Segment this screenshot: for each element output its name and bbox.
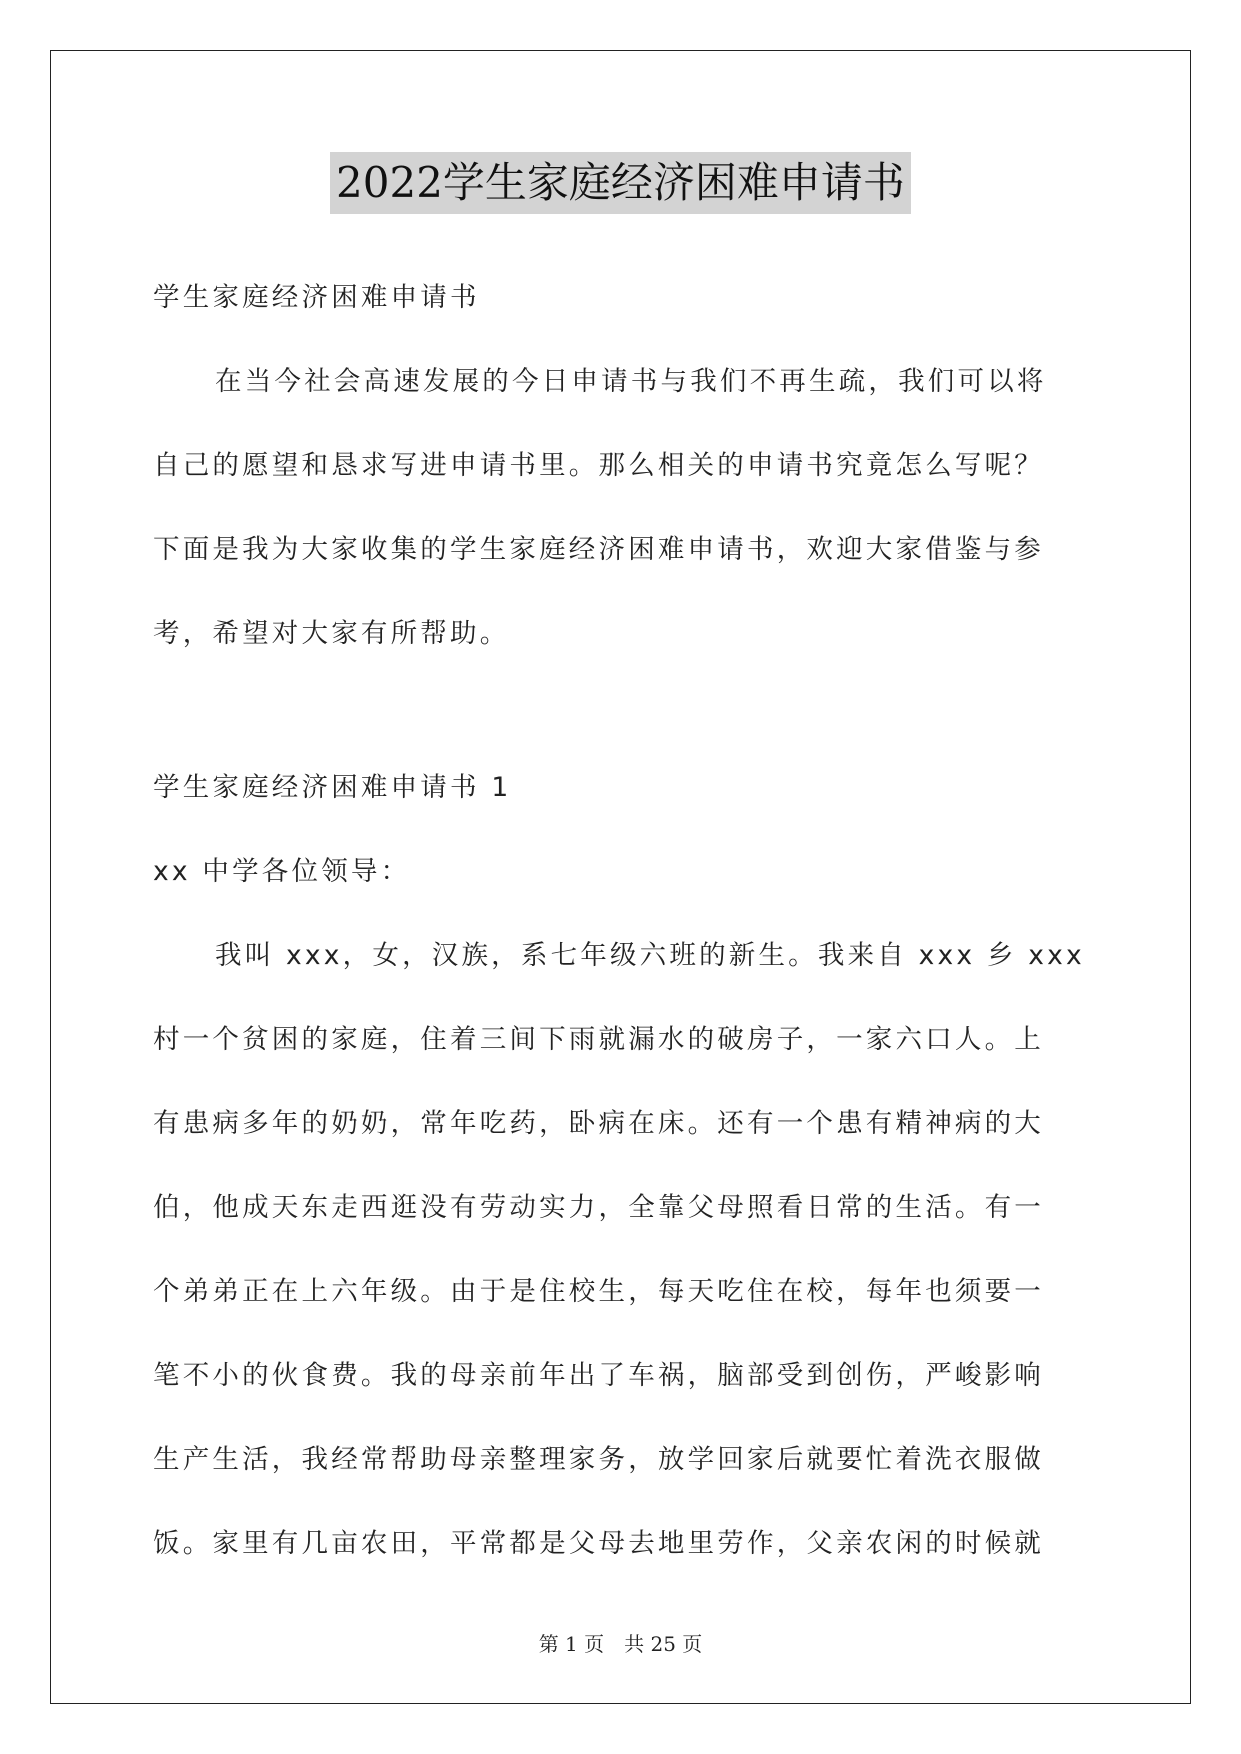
title-area (0, 152, 1241, 214)
document-title: 2022学生家庭经济困难申请书 (330, 152, 911, 214)
body-line: 生产生活，我经常帮助母亲整理家务，放学回家后就要忙着洗衣服做 (153, 1444, 1044, 1475)
section-heading: 学生家庭经济困难申请书 1 (153, 772, 512, 803)
paragraph-gap (153, 676, 1093, 746)
intro-line: 下面是我为大家收集的学生家庭经济困难申请书，欢迎大家借鉴与参 (153, 534, 1044, 565)
intro-heading: 学生家庭经济困难申请书 (153, 282, 480, 313)
intro-line: 在当今社会高速发展的今日申请书与我们不再生疏，我们可以将 (215, 366, 1047, 397)
document-body (153, 256, 1093, 1586)
body-line: 村一个贫困的家庭，住着三间下雨就漏水的破房子，一家六口人。上 (153, 1024, 1044, 1055)
body-line: 有患病多年的奶奶，常年吃药，卧病在床。还有一个患有精神病的大 (153, 1108, 1044, 1139)
body-line: 伯，他成天东走西逛没有劳动实力，全靠父母照看日常的生活。有一 (153, 1192, 1044, 1223)
page-number: 第 1 页 共 25 页 (538, 1632, 703, 1656)
body-line: 个弟弟正在上六年级。由于是住校生，每天吃住在校，每年也须要一 (153, 1276, 1044, 1307)
intro-line: 考，希望对大家有所帮助。 (153, 618, 510, 649)
body-line: 饭。家里有几亩农田，平常都是父母去地里劳作，父亲农闲的时候就 (153, 1528, 1044, 1559)
salutation: xx 中学各位领导： (153, 856, 411, 887)
intro-line: 自己的愿望和恳求写进申请书里。那么相关的申请书究竟怎么写呢？ (153, 450, 1044, 481)
body-line: 我叫 xxx，女，汉族，系七年级六班的新生。我来自 xxx 乡 xxx (215, 940, 1085, 971)
body-line: 笔不小的伙食费。我的母亲前年出了车祸，脑部受到创伤，严峻影响 (153, 1360, 1044, 1391)
